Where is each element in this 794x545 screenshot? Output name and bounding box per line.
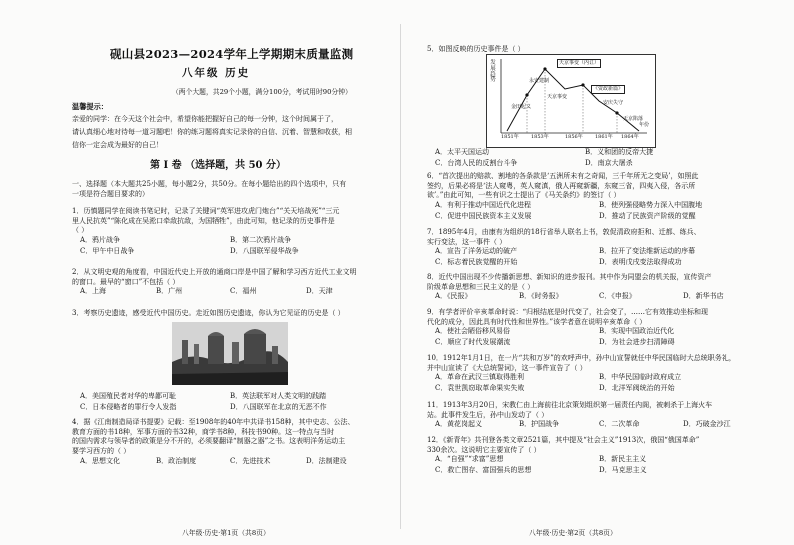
q5-trend-chart — [486, 54, 656, 148]
option-c[interactable]: C．顺应了时代发展潮流 — [435, 338, 511, 347]
question-text: 阶级革命思想和三民主义的是（ ） — [427, 282, 535, 291]
question-3-options — [72, 392, 377, 414]
option-d[interactable]: D．为社会进步扫清障碍 — [599, 338, 675, 347]
option-row — [72, 457, 377, 468]
page-footer: 八年级·历史·第2页（共8页） — [529, 529, 617, 537]
question-text: 2．从文明史观的角度看，中国近代史上开放的通商口岸是中国了解和学习西方近代工业文明 — [72, 268, 357, 276]
option-b[interactable]: B．实现中国政治近代化 — [599, 327, 675, 336]
section-instructions — [72, 180, 377, 199]
question-text: 实行变法，这一事件（ ） — [427, 237, 507, 246]
tip-line: 信你一定会成为最好的自己！ — [72, 141, 163, 149]
option-b[interactable]: B．英法联军对人类文明的践踏 — [230, 392, 327, 400]
x-tick: 1861年 — [595, 134, 613, 140]
question-text: 8．近代中国出现不少传播新思想、新知识的进步报刊。其中作为同盟会的机关报，宣传资产 — [427, 273, 712, 281]
chart-label: 安庆失守 — [603, 100, 624, 106]
section-title: 第 Ⅰ 卷 （选择题，共 50 分） — [150, 160, 287, 171]
question-text: 9．有学者评价辛亥革命时说：“归根结底是时代变了，社会变了，……它有效推动坐标和现 — [427, 308, 709, 316]
option-c[interactable]: C．袁世凯窃取革命果实失败 — [435, 384, 525, 393]
exam-subtitle: 八年级 历史 — [182, 67, 251, 79]
option-c[interactable]: C．促进中国民族资本主义发展 — [435, 211, 532, 220]
option-d[interactable]: D．新华书店 — [683, 292, 724, 301]
chart-label: 永安建制 — [529, 78, 550, 84]
y-axis-label: 发展趋势 — [490, 60, 496, 84]
question-1 — [72, 207, 377, 258]
x-tick: 1851年 — [501, 134, 519, 140]
option-c[interactable]: C．先进技术 — [230, 456, 271, 465]
option-c[interactable]: C．台湾人民的反割台斗争 — [435, 159, 518, 167]
question-text: 的国内需求与领导者的政策是分不开的，必须要翻译“制器之器”之书。这表明洋务运动主 — [72, 437, 346, 446]
option-b[interactable]: B．政治制度 — [156, 456, 197, 465]
question-2 — [72, 268, 377, 298]
question-text: 站。此事件发生后，孙中山发动了（ ） — [427, 410, 549, 419]
option-d[interactable]: D．八国联军在北京的无恶不作 — [230, 403, 327, 411]
page-divider — [400, 24, 401, 529]
question-text: 3．考察历史遗迹，感受近代中国历史。走近如图历史遗迹，你认为它见证的历史是（ ） — [72, 309, 345, 317]
option-b[interactable]: B．广州 — [156, 287, 183, 296]
question-text: 330余次。这说明它主要宣传了（ ） — [427, 445, 541, 454]
question-text: 11．1913年3月20日，宋教仁由上海前往北京策划组织第一届责任内阁，被刺杀于上海火车 — [427, 401, 713, 409]
option-b[interactable]: B．使列强侵略势力深入中国腹地 — [599, 200, 703, 209]
option-b[interactable]: B．新民主主义 — [599, 455, 647, 464]
page-footer: 八年级·历史·第1页（共8页） — [182, 529, 270, 537]
option-row — [72, 392, 377, 403]
question-text: 4．据《江南制造局译书提要》记载：至1908年的40年中共译书158种，其中史志、公法、 — [72, 418, 355, 426]
option-c[interactable]: C．《申报》 — [599, 292, 636, 301]
question-text: 5．如图反映的历史事件是（ ） — [427, 45, 525, 53]
instruction-line: 一项是符合题目要求的） — [72, 189, 149, 198]
option-c[interactable]: C．福州 — [230, 287, 257, 296]
option-row — [72, 403, 377, 414]
exam-meta: （两个大题，共29个小题，满分100分，考试用时90分钟） — [172, 88, 352, 96]
option-d[interactable]: D．八国联军侵华战争 — [230, 246, 299, 255]
option-a[interactable]: A．《民报》 — [435, 292, 472, 301]
option-b[interactable]: B．第二次鸦片战争 — [230, 235, 292, 244]
option-d[interactable]: D．巧破金沙江 — [683, 420, 731, 429]
question-text: 的窗口。最早的“窗口”不包括（ ） — [72, 277, 180, 286]
option-c[interactable]: C．救亡图存、富国强兵的思想 — [435, 466, 532, 475]
option-a[interactable]: A．革命在武汉三镇取得胜利 — [435, 373, 525, 382]
option-d[interactable]: D．推动了民族资产阶级的觉醒 — [599, 211, 696, 220]
option-c[interactable]: C．二次革命 — [599, 420, 640, 429]
question-text: 教育方面的书18种，军事方面的书32种，商学书8种，科技书90种。这一特点与当时 — [72, 427, 335, 436]
question-text: 里人民抗英”“陈化成在吴淞口牵敌抗敌，为国牺牲”，由此可知，他记录的历史事件是 — [72, 216, 335, 225]
option-d[interactable]: D．南京大屠杀 — [585, 159, 633, 167]
option-a[interactable]: A．思想文化 — [80, 456, 121, 465]
x-tick: 1853年 — [531, 134, 549, 140]
option-b[interactable]: B．拉开了变法维新运动的序幕 — [599, 247, 696, 256]
question-text: 6．“首次提出的赔款、割地的各条款是‘五洲所未有之奇闻，三千年所无之变局’，如照此 — [427, 172, 699, 180]
question-text: 10．1912年1月1日，在一片“共和万岁”的欢呼声中，孙中山宣誓就任中华民国临时大总统职务礼， — [427, 354, 736, 362]
option-row — [72, 236, 377, 247]
option-a[interactable]: A．宣告了洋务运动的破产 — [435, 247, 518, 256]
option-a[interactable]: A．“自强”“求富”思想 — [435, 455, 504, 464]
option-a[interactable]: A．美国殖民者对华的卑鄙可耻 — [80, 392, 177, 400]
option-c[interactable]: C．甲午中日战争 — [80, 246, 135, 255]
option-a[interactable]: A．使社会陋俗移风易俗 — [435, 327, 511, 336]
chart-box-label: 《资政新篇》 — [593, 86, 624, 92]
x-tick: 1864年 — [621, 134, 639, 140]
ruins-photo — [172, 322, 288, 385]
chart-box-label: 天京事变（内讧） — [559, 60, 600, 66]
option-d[interactable]: D．北洋军阀统治的开始 — [599, 384, 675, 393]
option-d[interactable]: D．马克思主义 — [599, 466, 647, 475]
tips-heading: 温馨提示： — [72, 102, 108, 111]
option-row — [72, 287, 377, 298]
option-d[interactable]: D．法制建设 — [306, 456, 347, 465]
tip-line: 请认真细心地对待每一道习题吧！你的练习题将真实记录你的自信、沉着、智慧和收获，相 — [72, 128, 352, 136]
option-d[interactable]: D．天津 — [306, 287, 333, 296]
chart-label: 天京事变 — [547, 94, 568, 100]
question-text: 代化的成分，因此具有时代性和世界性。”该学者意在说明辛亥革命（ ） — [427, 317, 647, 326]
x-axis-label: 年份 — [639, 122, 650, 128]
question-text: 并中山宣读了《大总统誓词》，这一事件宣告了（ ） — [427, 363, 587, 372]
option-a[interactable]: A．鸦片战争 — [80, 235, 121, 244]
option-b[interactable]: B．义和团的反帝大捷 — [585, 148, 654, 156]
question-text: 1．历慎题同学在阅读书笔记时，记录了关键词“英军进攻虎门炮台”“关天培战死”“三元 — [72, 207, 340, 215]
left-page — [0, 0, 385, 545]
question-text: 7．1895年4月，由康有为组织的18行省举人联名上书，敦促清政府拒和、迁都、练兵、 — [427, 228, 701, 236]
question-text: 欲’。”由此可知，一些有识之士提出了《马关条约》的签订（ ） — [427, 191, 621, 200]
instruction-line: 一、选择题（本大题共25小题，每小题2分，共50分。在每小题给出的四个选项中，只有 — [72, 180, 347, 188]
option-row — [72, 247, 377, 258]
option-c[interactable]: C．日本侵略者的罪行令人发指 — [80, 403, 177, 411]
tip-line: 亲爱的同学：在今天这个社会中，希望你能把握好自己的每一分钟，这个时间属于了， — [72, 115, 338, 123]
option-a[interactable]: A．太平天国运动 — [435, 148, 490, 156]
option-a[interactable]: A．上海 — [80, 287, 107, 296]
chart-label: 天京陷落 — [623, 116, 644, 122]
option-b[interactable]: B．中华民国临时政府成立 — [599, 373, 682, 382]
chart-label: 金田起义 — [511, 104, 532, 110]
question-3 — [72, 309, 377, 319]
option-a[interactable]: A．有利于推动中国近代化进程 — [435, 200, 532, 209]
x-tick: 1856年 — [565, 134, 583, 140]
option-b[interactable]: B．护国战争 — [519, 420, 560, 429]
option-a[interactable]: A．黄花岗起义 — [435, 420, 483, 429]
question-text: 12．《新青年》共刊登各类文章2521篇，其中提及“社会主义”1913次，俄国“俄国革命” — [427, 436, 700, 444]
question-text: （ ） — [72, 226, 89, 235]
question-4 — [72, 418, 377, 468]
question-text: 要学习西方的（ ） — [72, 446, 131, 455]
exam-title: 砚山县2023—2024学年上学期期末质量监测 — [110, 47, 354, 61]
question-text: 签约，后果必将是‘法人窥粤，英人窥滇，俄人再窥新疆，东窥三省，四夷入侵，各示所 — [427, 181, 696, 190]
option-c[interactable]: C．标志着民族觉醒的开始 — [435, 258, 518, 267]
option-d[interactable]: D．表明戊戌变法取得成功 — [599, 258, 682, 267]
option-b[interactable]: B．《时务报》 — [519, 292, 563, 301]
